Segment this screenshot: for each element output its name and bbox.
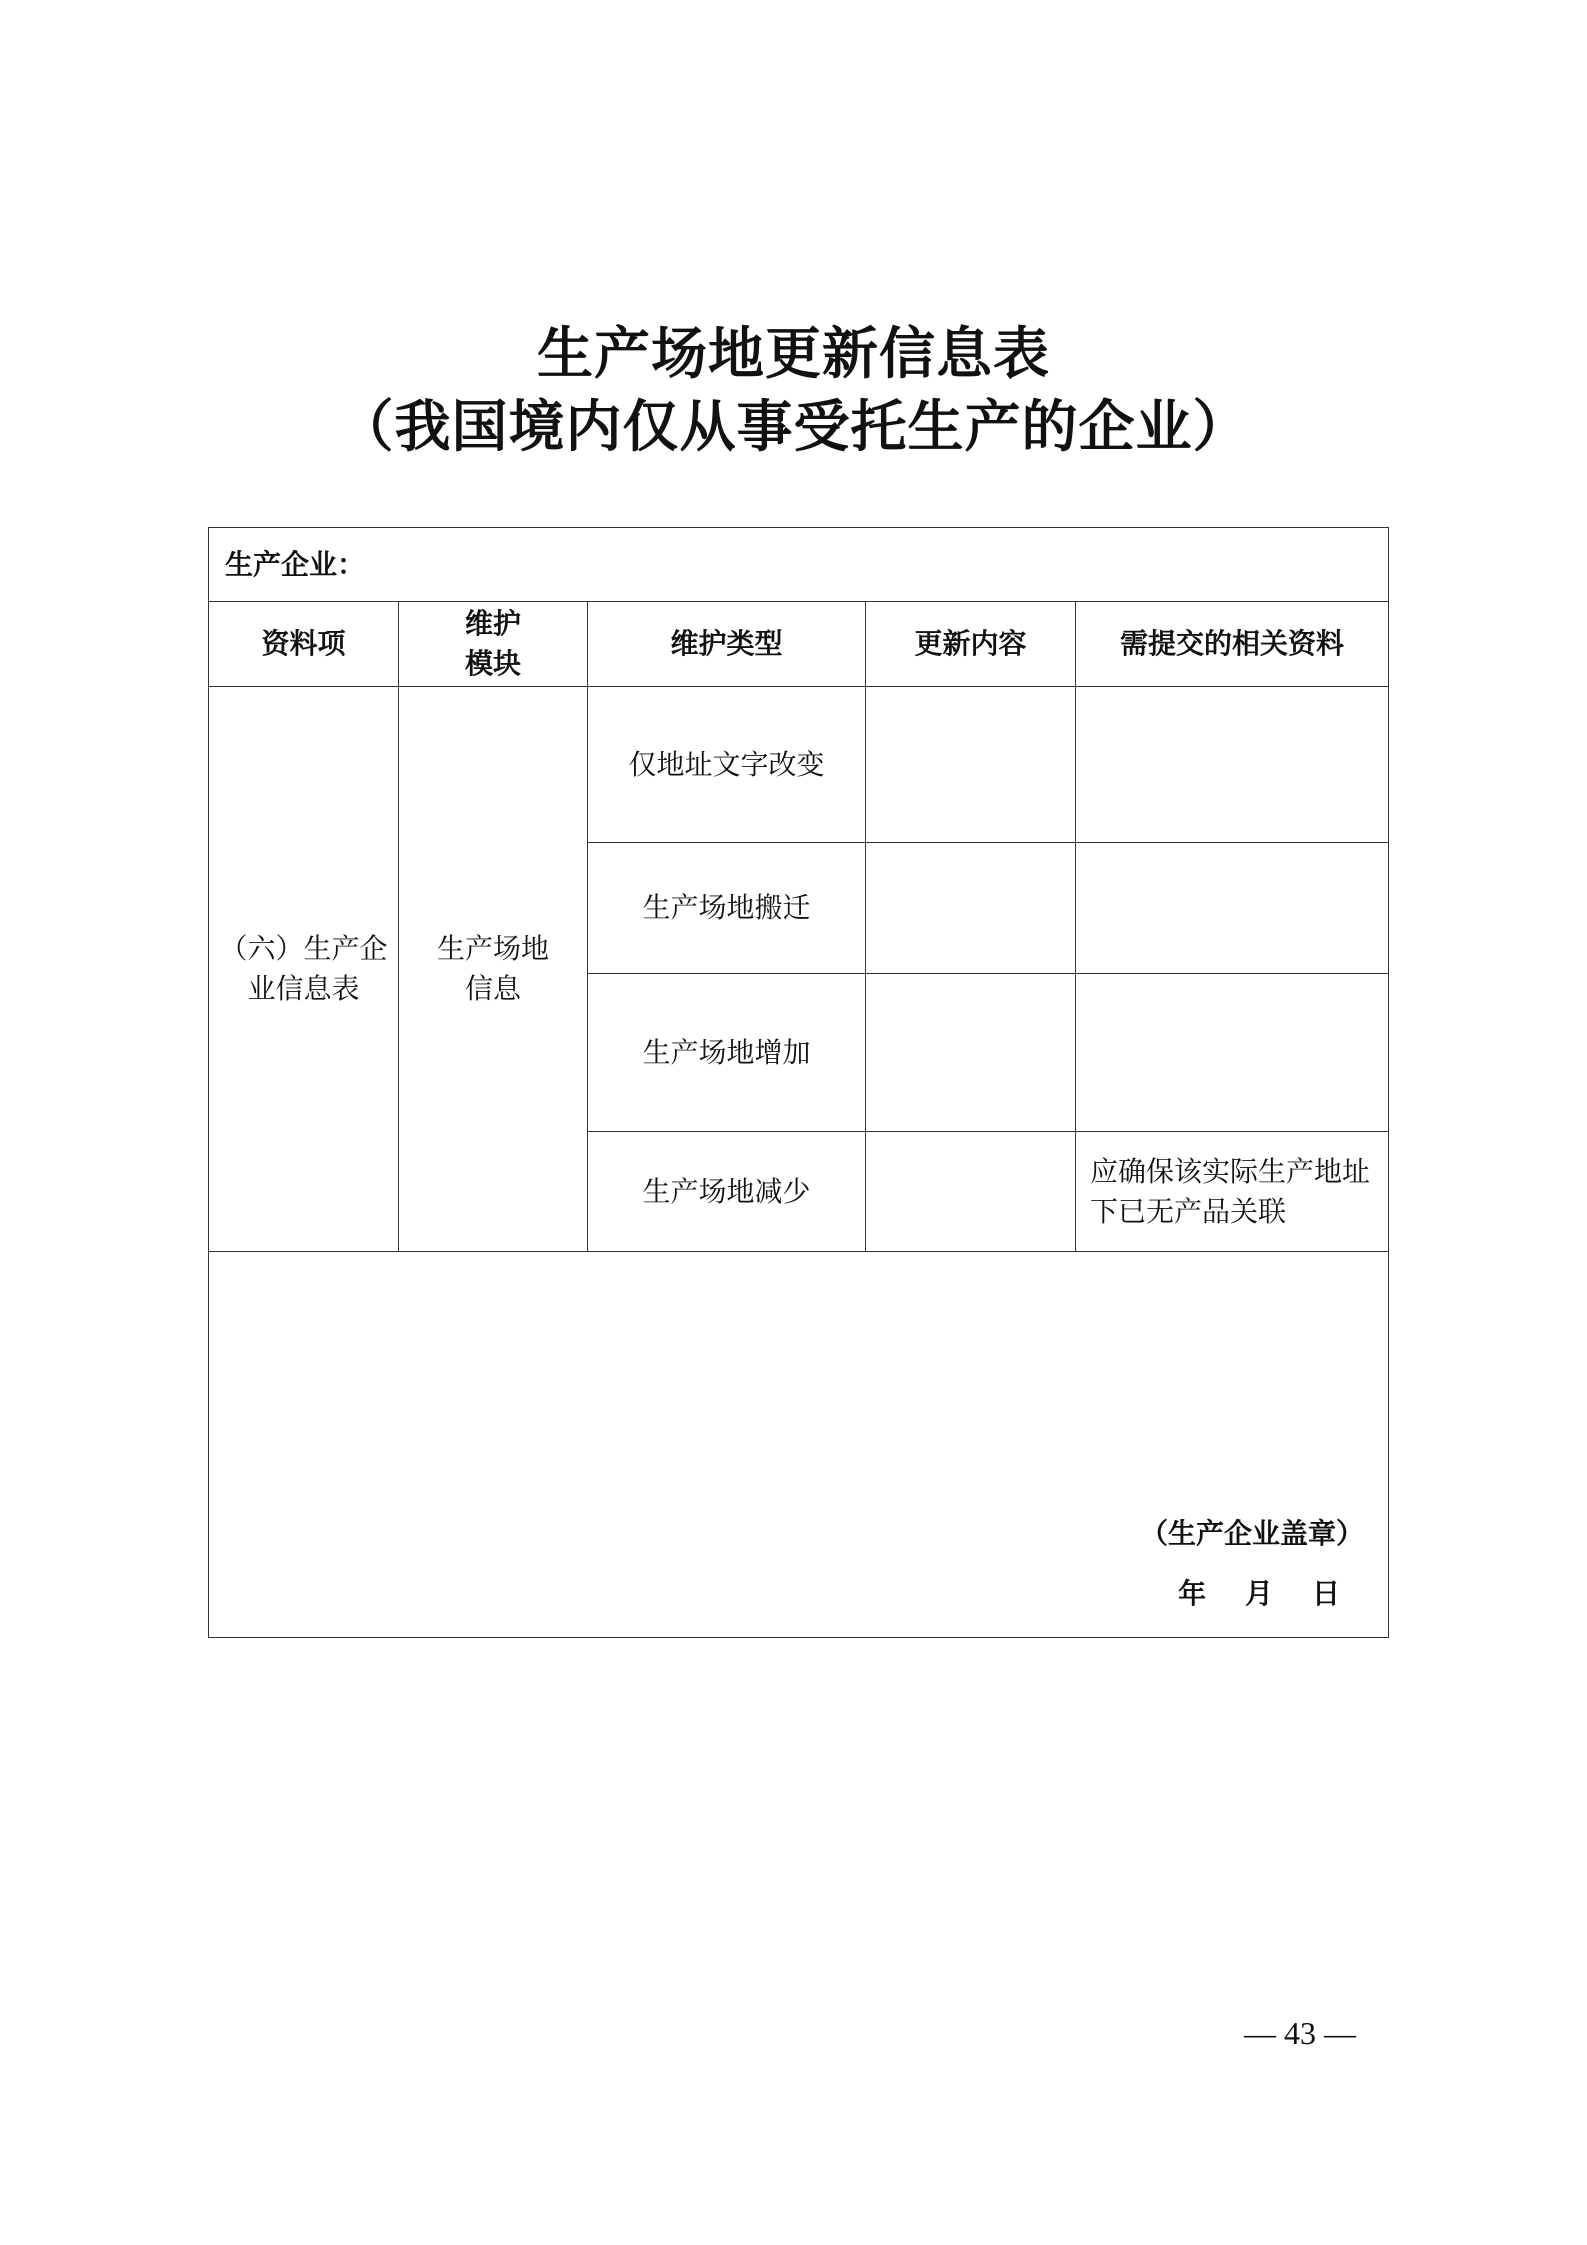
header-module [399, 602, 588, 687]
page-number: — 43 — [1244, 2015, 1356, 2051]
type-cell: 生产场地搬迁 [588, 843, 866, 974]
company-label: 生产企业： [209, 528, 1389, 602]
item-cell [209, 687, 399, 1252]
type-cell: 仅地址文字改变 [588, 687, 866, 843]
table-row [209, 687, 1389, 843]
content-cell[interactable] [866, 1132, 1076, 1252]
header-item: 资料项 [209, 602, 399, 687]
materials-cell[interactable] [1076, 843, 1389, 974]
materials-cell[interactable] [1076, 687, 1389, 843]
item-cell-line2: 业信息表 [247, 972, 360, 1005]
module-cell [399, 687, 588, 1252]
content-cell[interactable] [866, 843, 1076, 974]
item-cell-line1: （六）生产企 [219, 932, 388, 965]
module-cell-line1: 生产场地 [436, 932, 549, 965]
header-materials: 需提交的相关资料 [1076, 602, 1389, 687]
header-type: 维护类型 [588, 602, 866, 687]
company-row [209, 528, 1389, 602]
update-info-table [208, 527, 1389, 1638]
materials-cell[interactable] [1076, 974, 1389, 1132]
header-module-line2: 模块 [464, 647, 521, 680]
type-cell: 生产场地增加 [588, 974, 866, 1132]
header-content: 更新内容 [866, 602, 1076, 687]
header-row [209, 602, 1389, 687]
content-cell[interactable] [866, 974, 1076, 1132]
materials-note-line1: 应确保该实际生产地址 [1090, 1154, 1371, 1188]
signature-cell [209, 1252, 1389, 1638]
materials-note-line2: 下已无产品关联 [1090, 1194, 1287, 1228]
header-module-line1: 维护 [464, 607, 521, 640]
signature-row [209, 1252, 1389, 1638]
date-label: 年 月 日 [1178, 1577, 1341, 1610]
company-seal-label: （生产企业盖章） [1140, 1517, 1365, 1550]
content-cell[interactable] [866, 687, 1076, 843]
page-subtitle: （我国境内仅从事受托生产的企业） [337, 395, 1250, 460]
page-title: 生产场地更新信息表 [537, 322, 1050, 387]
type-cell: 生产场地减少 [588, 1132, 866, 1252]
module-cell-line2: 信息 [464, 972, 521, 1005]
materials-cell [1076, 1132, 1389, 1252]
